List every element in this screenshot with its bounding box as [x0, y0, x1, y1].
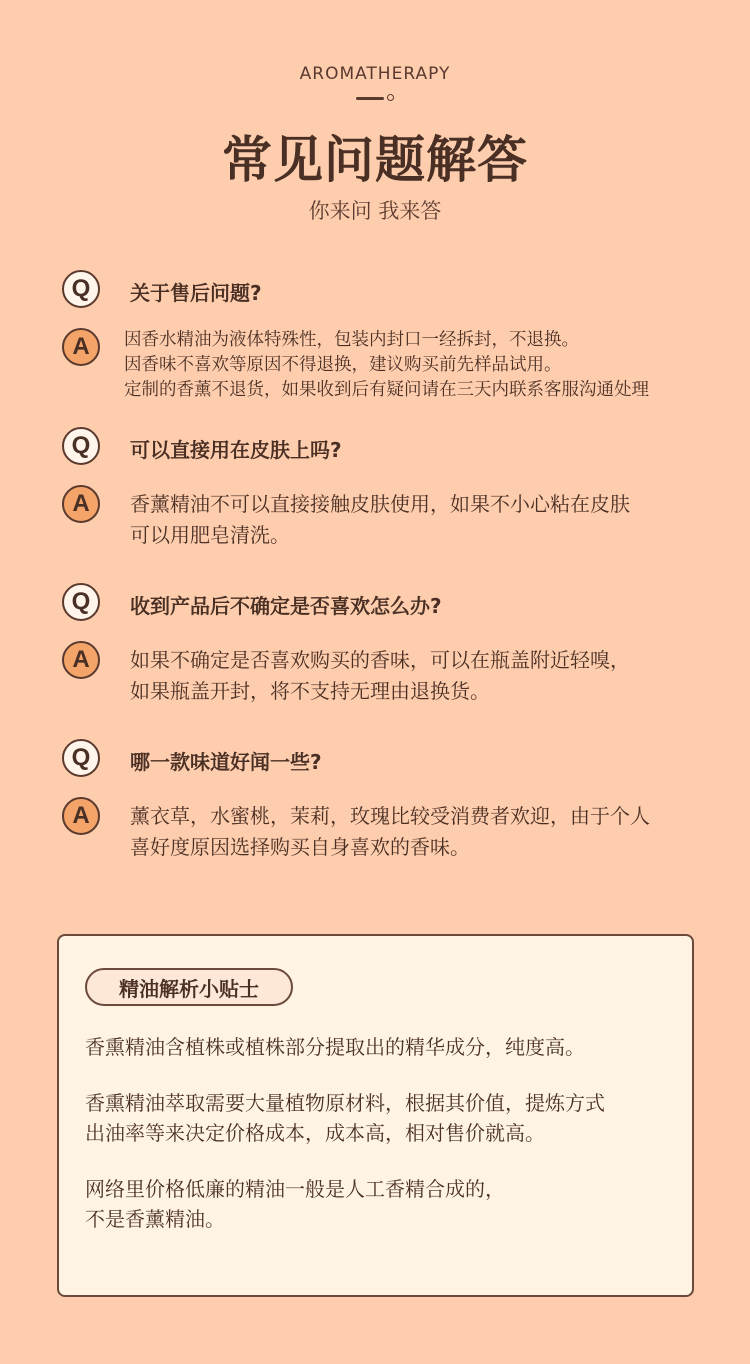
tip-line: 香熏精油含植株或植株部分提取出的精华成分，纯度高。 [85, 1035, 585, 1059]
answer-line: 薰衣草，水蜜桃，茉莉，玫瑰比较受消费者欢迎，由于个人 [130, 804, 650, 828]
answer-line: 因香水精油为液体特殊性，包装内封口一经拆封，不退换。 [124, 330, 579, 350]
faq-question: 哪一款味道好闻一些? [130, 750, 322, 774]
question-badge: Q [62, 583, 100, 621]
ornament-dot [387, 94, 394, 101]
tip-paragraph [85, 1174, 505, 1234]
faq-question: 可以直接用在皮肤上吗? [130, 438, 342, 462]
answer-badge: A [62, 328, 100, 366]
faq-answer [130, 645, 630, 707]
answer-line: 如果瓶盖开封，将不支持无理由退换货。 [130, 679, 490, 703]
faq-answer [124, 328, 649, 403]
tip-paragraph [85, 1088, 605, 1148]
faq-answer [130, 489, 630, 551]
faq-question: 关于售后问题? [130, 281, 262, 305]
tip-line: 出油率等来决定价格成本，成本高，相对售价就高。 [85, 1121, 545, 1145]
answer-badge: A [62, 641, 100, 679]
faq-question: 收到产品后不确定是否喜欢怎么办? [130, 594, 442, 618]
answer-line: 香薰精油不可以直接接触皮肤使用，如果不小心粘在皮肤 [130, 492, 630, 516]
tips-card [57, 934, 694, 1297]
title-ornament [356, 93, 396, 105]
question-badge: Q [62, 270, 100, 308]
faq-answer [130, 801, 650, 863]
answer-line: 如果不确定是否喜欢购买的香味，可以在瓶盖附近轻嗅， [130, 648, 630, 672]
tips-label: 精油解析小贴士 [85, 968, 293, 1006]
tip-line: 不是香薰精油。 [85, 1207, 225, 1231]
question-badge: Q [62, 739, 100, 777]
ornament-dash [356, 97, 384, 100]
answer-line: 定制的香薰不退货，如果收到后有疑问请在三天内联系客服沟通处理 [124, 380, 649, 400]
section-eyebrow: AROMATHERAPY [299, 64, 451, 84]
page-title: 常见问题解答 [222, 131, 528, 189]
answer-line: 喜好度原因选择购买自身喜欢的香味。 [130, 835, 470, 859]
page-subtitle: 你来问 我来答 [308, 199, 442, 223]
tip-line: 香熏精油萃取需要大量植物原材料，根据其价值，提炼方式 [85, 1091, 605, 1115]
answer-badge: A [62, 797, 100, 835]
answer-line: 可以用肥皂清洗。 [130, 523, 290, 547]
answer-badge: A [62, 485, 100, 523]
question-badge: Q [62, 427, 100, 465]
tip-paragraph [85, 1032, 585, 1062]
answer-line: 因香味不喜欢等原因不得退换，建议购买前先样品试用。 [124, 355, 562, 375]
tip-line: 网络里价格低廉的精油一般是人工香精合成的， [85, 1177, 505, 1201]
